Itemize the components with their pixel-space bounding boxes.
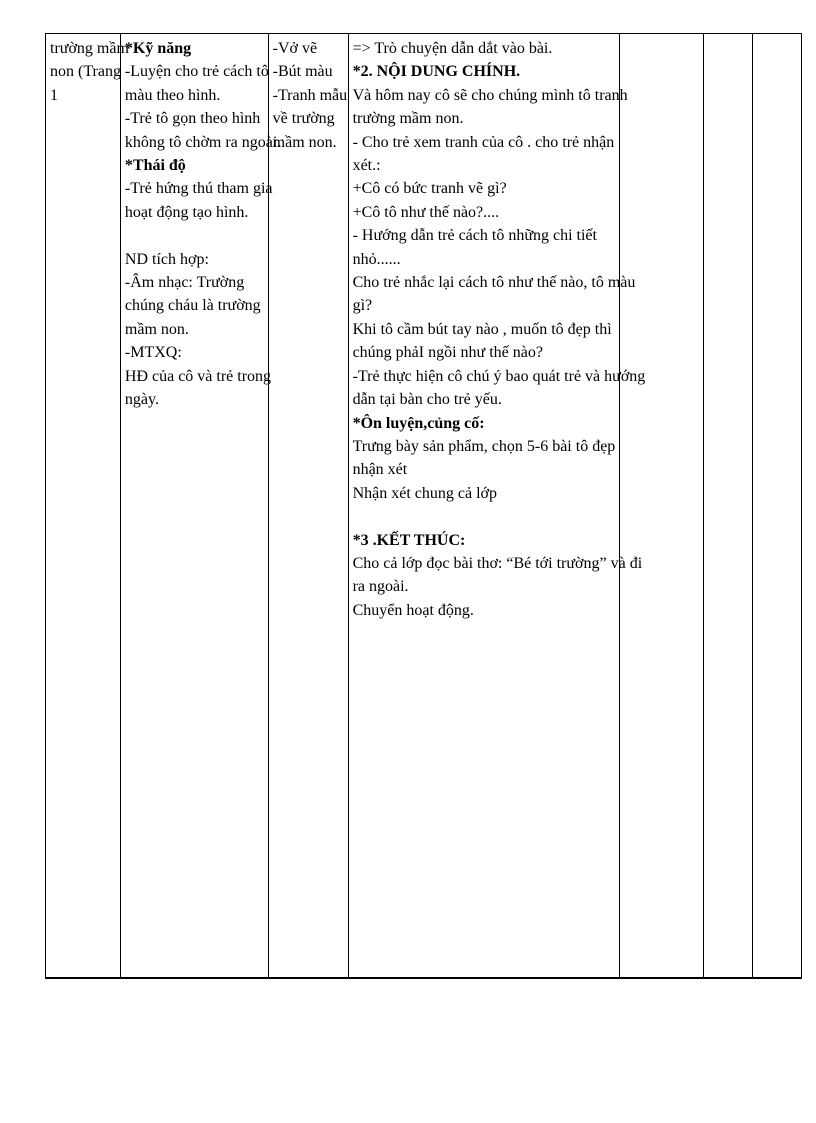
review-line: Trưng bày sản phẩm, chọn 5-6 bài tô đẹp (352, 437, 616, 455)
activity-line: +Cô tô như thế nào?.... (352, 203, 500, 221)
activity-line: Khi tô cầm bút tay nào , muốn tô đẹp thì (352, 320, 612, 338)
integration-line: HĐ của cô và trẻ trong (124, 367, 272, 385)
empty-cell-5 (619, 34, 703, 979)
integration-line: -MTXQ: (124, 344, 182, 362)
integration-line: ND tích hợp: (124, 250, 209, 268)
integration-line: mầm non. (124, 320, 189, 338)
material-line: -Bút màu (272, 63, 333, 81)
activity-line: gì? (352, 297, 373, 315)
activity-line: trường mầm non. (352, 110, 464, 128)
materials-cell (268, 34, 348, 979)
review-line: nhận xét (352, 461, 408, 479)
skill-heading: *Kỹ năng (124, 40, 192, 57)
activity-line: Cho trẻ nhắc lại cách tô như thế nào, tô màu (352, 274, 636, 292)
objectives-cell (120, 34, 282, 979)
lesson-plan-page (45, 33, 802, 979)
review-line: Nhận xét chung cả lớp (352, 484, 497, 502)
section2-heading: *2. NỘI DUNG CHÍNH. (352, 63, 521, 81)
attitude-line: -Trẻ hứng thú tham gia (124, 180, 273, 198)
topic-cell (46, 34, 129, 979)
topic-line: non (Trang (50, 63, 121, 81)
material-line: -Tranh mẫu (272, 86, 348, 104)
review-heading: *Ôn luyện,củng cố: (352, 414, 485, 432)
activity-line: xét.: (352, 157, 381, 175)
skill-line: -Trẻ tô gọn theo hình (124, 110, 261, 128)
activity-line: chúng phảI ngồi như thế nào? (352, 344, 543, 362)
intro-line: => Trò chuyện dẫn dắt vào bài. (352, 40, 553, 57)
activity-line: nhỏ...... (352, 250, 401, 268)
activity-line: +Cô có bức tranh vẽ gì? (352, 180, 507, 198)
table-row (46, 34, 802, 979)
attitude-heading: *Thái độ (124, 157, 186, 175)
skill-line: không tô chờm ra ngoài. (124, 133, 282, 151)
activities-cell (348, 34, 646, 979)
empty-cell-6 (703, 34, 753, 979)
section3-heading: *3 .KẾT THÚC: (352, 531, 466, 549)
material-line: -Vở vẽ (272, 40, 318, 57)
activity-line: - Cho trẻ xem tranh của cô . cho trẻ nhận (352, 133, 615, 151)
material-line: về trường (272, 110, 335, 128)
skill-line: màu theo hình. (124, 86, 221, 104)
closing-line: Cho cả lớp đọc bài thơ: “Bé tới trường” và đi (352, 554, 643, 572)
integration-line: chúng cháu là trường (124, 297, 261, 315)
material-line: mầm non. (272, 133, 337, 151)
activity-line: - Hướng dẫn trẻ cách tô những chi tiết (352, 227, 597, 245)
closing-line: ra ngoài. (352, 578, 409, 596)
topic-line: trường mầm (50, 40, 129, 57)
closing-line: Chuyển hoạt động. (352, 601, 474, 619)
activity-line: -Trẻ thực hiện cô chú ý bao quát trẻ và hướng (352, 367, 646, 385)
activity-line: dẫn tại bàn cho trẻ yếu. (352, 391, 502, 409)
blank-line (125, 224, 264, 247)
skill-line: -Luyện cho trẻ cách tô (124, 63, 269, 81)
integration-line: ngày. (124, 391, 159, 409)
empty-cell-7 (753, 34, 802, 979)
lesson-plan-table (45, 33, 802, 979)
blank-line (353, 505, 615, 528)
attitude-line: hoạt động tạo hình. (124, 203, 249, 221)
integration-line: -Âm nhạc: Trường (124, 274, 245, 292)
activity-line: Và hôm nay cô sẽ cho chúng mình tô tranh (352, 86, 628, 104)
topic-line: 1 (50, 86, 58, 104)
